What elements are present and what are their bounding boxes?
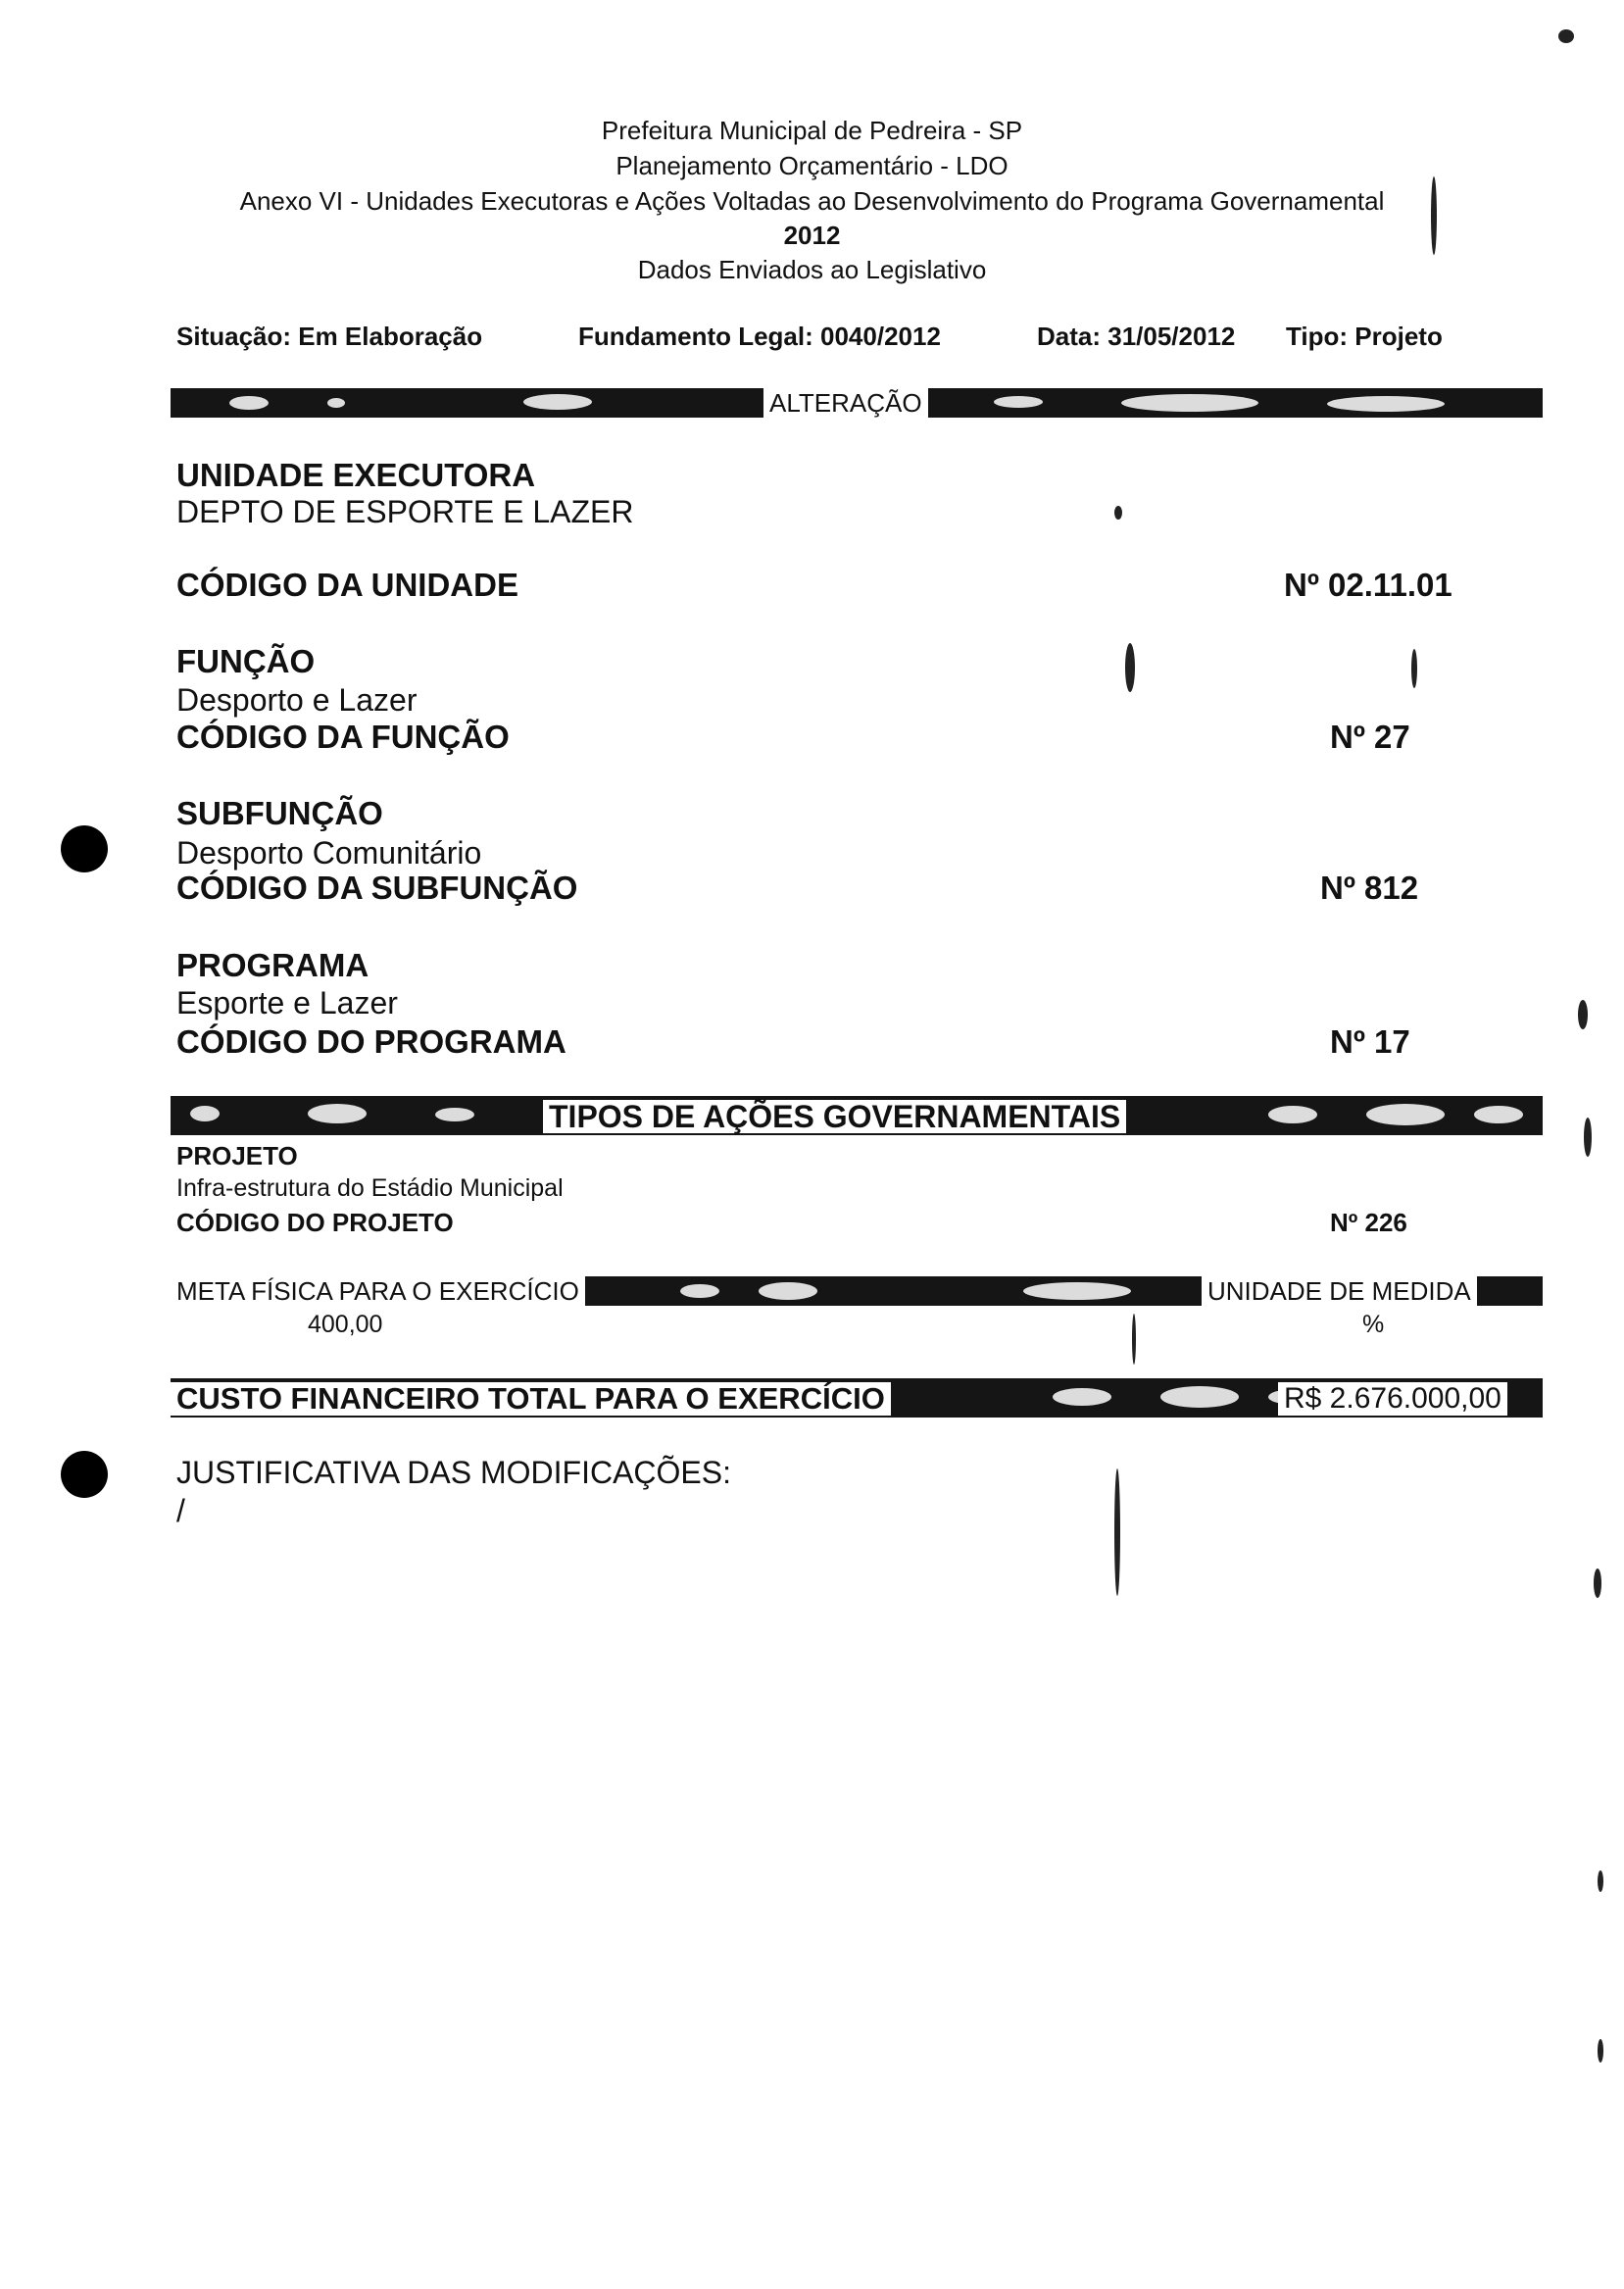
- programa-code: Nº 17: [1330, 1023, 1410, 1060]
- funcao-code-label: CÓDIGO DA FUNÇÃO: [176, 719, 510, 755]
- justificativa-value: /: [176, 1493, 185, 1528]
- scan-speck: [1411, 649, 1417, 688]
- header-sent: Dados Enviados ao Legislativo: [637, 255, 987, 284]
- projeto-heading: PROJETO: [176, 1141, 298, 1170]
- scan-speck: [1584, 1118, 1592, 1157]
- subfuncao-code: Nº 812: [1320, 870, 1419, 906]
- funcao-value: Desporto e Lazer: [176, 682, 418, 718]
- custo-label: CUSTO FINANCEIRO TOTAL PARA O EXERCÍCIO: [171, 1382, 891, 1416]
- scan-speck: [1598, 2039, 1603, 2063]
- projeto-code: Nº 226: [1330, 1208, 1407, 1237]
- type-label: Tipo: Projeto: [1286, 322, 1443, 351]
- scan-speck: [1114, 506, 1122, 520]
- subfuncao-heading: SUBFUNÇÃO: [176, 795, 383, 831]
- funcao-code: Nº 27: [1330, 719, 1410, 755]
- alteracao-bar: [171, 388, 1543, 418]
- date-label: Data: 31/05/2012: [1037, 322, 1236, 351]
- legal-basis: Fundamento Legal: 0040/2012: [578, 322, 941, 351]
- header-year: 2012: [783, 221, 841, 250]
- custo-financeiro-bar: [171, 1378, 1543, 1418]
- tipos-acoes-bar: [171, 1096, 1543, 1135]
- punch-hole-bottom: [61, 1451, 108, 1498]
- header-planning: Planejamento Orçamentário - LDO: [615, 151, 1009, 180]
- scan-speck: [1594, 1568, 1601, 1598]
- funcao-heading: FUNÇÃO: [176, 643, 316, 679]
- unidade-value: DEPTO DE ESPORTE E LAZER: [176, 494, 634, 529]
- meta-fisica-bar: [171, 1276, 1543, 1306]
- alteracao-label: ALTERAÇÃO: [763, 388, 928, 418]
- status-label: Situação: Em Elaboração: [176, 322, 483, 351]
- subfuncao-value: Desporto Comunitário: [176, 835, 482, 871]
- projeto-code-label: CÓDIGO DO PROJETO: [176, 1208, 454, 1237]
- unidade-medida-value: %: [1362, 1311, 1385, 1338]
- custo-value: R$ 2.676.000,00: [1278, 1382, 1507, 1416]
- scan-speck: [1114, 1468, 1120, 1596]
- meta-fisica-label: META FÍSICA PARA O EXERCÍCIO: [171, 1276, 585, 1306]
- scan-speck: [1598, 1870, 1603, 1892]
- punch-hole-top: [61, 825, 108, 872]
- programa-value: Esporte e Lazer: [176, 985, 398, 1020]
- unidade-heading: UNIDADE EXECUTORA: [176, 457, 536, 493]
- scan-speck: [1132, 1314, 1136, 1365]
- unidade-medida-label: UNIDADE DE MEDIDA: [1202, 1276, 1477, 1306]
- tipos-acoes-label: TIPOS DE AÇÕES GOVERNAMENTAIS: [543, 1100, 1126, 1133]
- header-municipality: Prefeitura Municipal de Pedreira - SP: [601, 116, 1023, 145]
- subfuncao-code-label: CÓDIGO DA SUBFUNÇÃO: [176, 870, 578, 906]
- justificativa-heading: JUSTIFICATIVA DAS MODIFICAÇÕES:: [176, 1455, 731, 1490]
- scan-speck: [1431, 176, 1437, 255]
- programa-heading: PROGRAMA: [176, 947, 369, 983]
- programa-code-label: CÓDIGO DO PROGRAMA: [176, 1023, 566, 1060]
- meta-fisica-value: 400,00: [308, 1311, 383, 1338]
- scan-speck: [1558, 29, 1574, 43]
- unidade-code-label: CÓDIGO DA UNIDADE: [176, 567, 518, 603]
- scan-speck: [1578, 1000, 1588, 1029]
- unidade-code: Nº 02.11.01: [1284, 567, 1452, 603]
- scan-speck: [1125, 643, 1135, 692]
- header-annex-title: Anexo VI - Unidades Executoras e Ações Voltadas ao Desenvolvimento do Programa Governamental: [239, 186, 1385, 216]
- projeto-value: Infra-estrutura do Estádio Municipal: [176, 1174, 564, 1202]
